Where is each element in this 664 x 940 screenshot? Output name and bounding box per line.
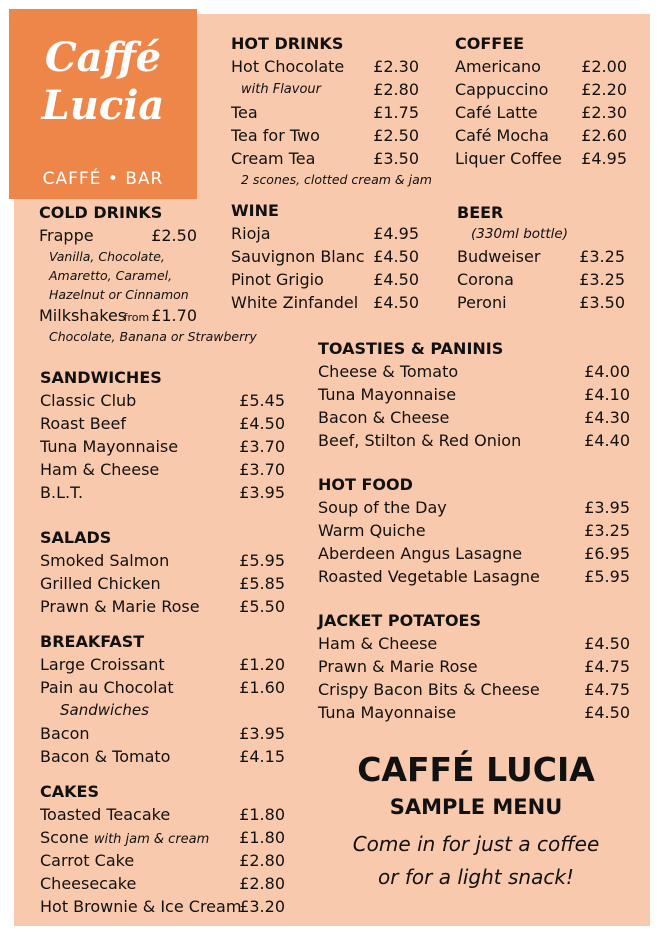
item-price: £2.50 xyxy=(151,226,197,245)
menu-item xyxy=(231,268,419,291)
menu-item xyxy=(40,458,285,481)
item-price: £3.20 xyxy=(239,897,285,916)
hot-food-section xyxy=(318,474,630,588)
toasties-title: TOASTIES & PANINIS xyxy=(318,339,504,358)
salads-section xyxy=(40,527,285,618)
item-price: £4.15 xyxy=(239,747,285,766)
item-price: £4.95 xyxy=(581,149,627,168)
item-price: £2.00 xyxy=(581,57,627,76)
item-price: £5.50 xyxy=(239,597,285,616)
item-name: Ham & Cheese xyxy=(40,460,160,479)
item-name: Carrot Cake xyxy=(40,851,135,870)
item-price: £4.00 xyxy=(584,362,630,381)
menu-item xyxy=(231,222,419,245)
salads-title: SALADS xyxy=(40,528,112,547)
item-price: £4.50 xyxy=(373,270,419,289)
menu-item xyxy=(39,304,197,327)
brand-title: CAFFÉ LUCIA xyxy=(357,750,595,789)
item-price: £2.20 xyxy=(581,80,627,99)
item-price: £3.25 xyxy=(584,521,630,540)
jacket-potatoes-section xyxy=(318,610,630,724)
item-price: £5.95 xyxy=(584,567,630,586)
item-name: Prawn & Marie Rose xyxy=(40,597,200,616)
item-name: Pinot Grigio xyxy=(231,270,324,289)
menu-item xyxy=(318,678,630,701)
item-price: £1.80 xyxy=(239,805,285,824)
item-price: £4.75 xyxy=(584,680,630,699)
item-price: £6.95 xyxy=(584,544,630,563)
menu-item xyxy=(40,481,285,504)
item-name: Liquer Coffee xyxy=(455,149,562,168)
item-name: Tuna Mayonnaise xyxy=(40,437,179,456)
item-name: with Flavour xyxy=(241,82,321,97)
sandwiches-section xyxy=(40,367,285,504)
item-name: Ham & Cheese xyxy=(318,634,438,653)
menu-item xyxy=(40,435,285,458)
from-label: from xyxy=(123,311,150,324)
item-price: £3.95 xyxy=(584,498,630,517)
menu-item xyxy=(318,565,630,588)
beer-bottle-note: (330ml bottle) xyxy=(471,226,568,242)
item-price: £1.80 xyxy=(239,828,285,847)
item-name: Toasted Teacake xyxy=(40,805,171,824)
item-name: B.L.T. xyxy=(40,483,84,502)
item-name: Bacon & Cheese xyxy=(318,408,450,427)
item-price: £2.80 xyxy=(239,874,285,893)
item-name: Americano xyxy=(455,57,541,76)
item-price: £1.70 xyxy=(151,306,197,325)
menu-item xyxy=(455,147,627,170)
item-name: Budweiser xyxy=(457,247,541,266)
milkshakes-note: Chocolate, Banana or Strawberry xyxy=(49,329,257,344)
item-price-group xyxy=(124,304,197,329)
menu-item xyxy=(40,572,285,595)
item-price: £2.50 xyxy=(373,126,419,145)
hot-drinks-title: HOT DRINKS xyxy=(231,34,344,53)
cream-tea-note: 2 scones, clotted cream & jam xyxy=(241,172,432,187)
menu-item xyxy=(457,268,625,291)
item-price: £3.50 xyxy=(373,149,419,168)
item-price: £4.50 xyxy=(239,414,285,433)
menu-item xyxy=(39,224,197,247)
item-name: White Zinfandel xyxy=(231,293,359,312)
menu-item xyxy=(318,519,630,542)
item-price: £3.95 xyxy=(239,483,285,502)
item-price: £5.85 xyxy=(239,574,285,593)
item-name: Corona xyxy=(457,270,514,289)
item-name: Café Mocha xyxy=(455,126,549,145)
item-name: Classic Club xyxy=(40,391,137,410)
item-price: £5.95 xyxy=(239,551,285,570)
item-name: Bacon & Tomato xyxy=(40,747,171,766)
item-price: £2.30 xyxy=(373,57,419,76)
item-name: Rioja xyxy=(231,224,271,243)
logo xyxy=(9,9,197,199)
item-name: Frappe xyxy=(39,226,94,245)
menu-item xyxy=(40,389,285,412)
item-name: Tea for Two xyxy=(231,126,320,145)
menu-item xyxy=(318,655,630,678)
breakfast-subheading xyxy=(40,699,285,722)
item-name: Scone xyxy=(40,828,89,847)
brand-tagline-2: or for a light snack! xyxy=(378,865,574,889)
wine-section xyxy=(231,200,419,314)
menu-item xyxy=(40,803,285,826)
cakes-section xyxy=(40,781,285,918)
menu-item xyxy=(231,55,419,78)
item-name: Smoked Salmon xyxy=(40,551,170,570)
item-price: £3.70 xyxy=(239,437,285,456)
breakfast-title: BREAKFAST xyxy=(40,632,145,651)
item-name: Tea xyxy=(231,103,258,122)
sandwiches-subheading: Sandwiches xyxy=(60,701,149,719)
item-name: Aberdeen Angus Lasagne xyxy=(318,544,523,563)
brand-subtitle: SAMPLE MENU xyxy=(389,795,563,819)
menu-item xyxy=(40,595,285,618)
menu-item xyxy=(40,412,285,435)
item-price: £4.50 xyxy=(584,634,630,653)
cold-drinks-title: COLD DRINKS xyxy=(39,203,163,222)
menu-item xyxy=(40,722,285,745)
frappe-note: Amaretto, Caramel, xyxy=(49,268,173,283)
item-price: £2.80 xyxy=(239,851,285,870)
item-name-group xyxy=(40,826,209,851)
item-price: £3.25 xyxy=(579,247,625,266)
menu-item xyxy=(457,245,625,268)
menu-item xyxy=(231,78,419,101)
breakfast-section xyxy=(40,631,285,768)
item-price: £1.20 xyxy=(239,655,285,674)
beer-title: BEER xyxy=(457,203,504,222)
item-price: £2.30 xyxy=(581,103,627,122)
menu-item xyxy=(455,124,627,147)
menu-item xyxy=(40,849,285,872)
menu-item xyxy=(318,383,630,406)
item-price: £4.30 xyxy=(584,408,630,427)
item-price: £1.75 xyxy=(373,103,419,122)
item-name: Soup of the Day xyxy=(318,498,447,517)
item-name: Warm Quiche xyxy=(318,521,426,540)
item-name: Peroni xyxy=(457,293,507,312)
item-name: Cream Tea xyxy=(231,149,316,168)
brand-tagline-1: Come in for just a coffee xyxy=(352,832,600,856)
menu-item xyxy=(231,101,419,124)
item-name: Prawn & Marie Rose xyxy=(318,657,478,676)
menu-item xyxy=(318,429,630,452)
item-price: £4.40 xyxy=(584,431,630,450)
item-name: Cappuccino xyxy=(455,80,549,99)
item-name: Bacon xyxy=(40,724,90,743)
menu-item xyxy=(318,632,630,655)
menu-item xyxy=(40,826,285,849)
item-name: Beef, Stilton & Red Onion xyxy=(318,431,522,450)
item-name: Café Latte xyxy=(455,103,538,122)
menu-item xyxy=(231,147,419,170)
item-price: £3.95 xyxy=(239,724,285,743)
menu-item xyxy=(318,701,630,724)
menu-item xyxy=(40,653,285,676)
toasties-section xyxy=(318,338,630,452)
cakes-title: CAKES xyxy=(40,782,99,801)
brand-block xyxy=(318,748,634,894)
item-name: Hot Chocolate xyxy=(231,57,345,76)
menu-item xyxy=(40,872,285,895)
sandwiches-title: SANDWICHES xyxy=(40,368,162,387)
menu-item xyxy=(318,496,630,519)
item-name: Sauvignon Blanc xyxy=(231,247,365,266)
item-price: £4.95 xyxy=(373,224,419,243)
menu-item xyxy=(40,745,285,768)
menu-item xyxy=(318,542,630,565)
logo-subtitle: CAFFÉ • BAR xyxy=(42,169,164,189)
item-name: Roast Beef xyxy=(40,414,126,433)
logo-line-1: Caffé xyxy=(44,34,162,81)
coffee-section xyxy=(455,33,627,170)
menu-item xyxy=(318,406,630,429)
item-name: Cheese & Tomato xyxy=(318,362,459,381)
item-price: £2.60 xyxy=(581,126,627,145)
wine-title: WINE xyxy=(231,201,279,220)
menu-item xyxy=(455,55,627,78)
item-name: Milkshakes xyxy=(39,306,127,325)
menu-item xyxy=(231,124,419,147)
item-note: with jam & cream xyxy=(93,832,210,847)
logo-line-2: Lucia xyxy=(41,82,165,129)
item-price: £4.10 xyxy=(584,385,630,404)
item-price: £3.70 xyxy=(239,460,285,479)
item-price: £3.25 xyxy=(579,270,625,289)
item-name: Hot Brownie & Ice Cream xyxy=(40,897,242,916)
menu-item xyxy=(231,291,419,314)
item-price: £4.50 xyxy=(373,247,419,266)
hot-food-title: HOT FOOD xyxy=(318,475,413,494)
menu-item xyxy=(40,549,285,572)
item-name: Crispy Bacon Bits & Cheese xyxy=(318,680,540,699)
item-price: £4.75 xyxy=(584,657,630,676)
menu-item xyxy=(40,676,285,699)
item-price: £4.50 xyxy=(373,293,419,312)
frappe-note: Vanilla, Chocolate, xyxy=(49,249,165,264)
menu-item xyxy=(455,101,627,124)
frappe-note: Hazelnut or Cinnamon xyxy=(49,287,189,302)
item-price: £2.80 xyxy=(373,80,419,99)
menu-item xyxy=(457,291,625,314)
hot-drinks-section xyxy=(231,33,432,189)
item-name: Roasted Vegetable Lasagne xyxy=(318,567,540,586)
coffee-title: COFFEE xyxy=(455,34,525,53)
menu-item xyxy=(318,360,630,383)
item-name: Cheesecake xyxy=(40,874,137,893)
menu-item xyxy=(455,78,627,101)
item-name: Grilled Chicken xyxy=(40,574,161,593)
item-name: Tuna Mayonnaise xyxy=(318,703,457,722)
beer-section xyxy=(457,202,625,314)
item-price: £3.50 xyxy=(579,293,625,312)
menu-item xyxy=(231,245,419,268)
item-price: £1.60 xyxy=(239,678,285,697)
item-name: Large Croissant xyxy=(40,655,165,674)
item-price: £5.45 xyxy=(239,391,285,410)
item-price: £4.50 xyxy=(584,703,630,722)
menu-item xyxy=(40,895,285,918)
item-name: Tuna Mayonnaise xyxy=(318,385,457,404)
jacket-potatoes-title: JACKET POTATOES xyxy=(318,611,481,630)
item-name: Pain au Chocolat xyxy=(40,678,174,697)
